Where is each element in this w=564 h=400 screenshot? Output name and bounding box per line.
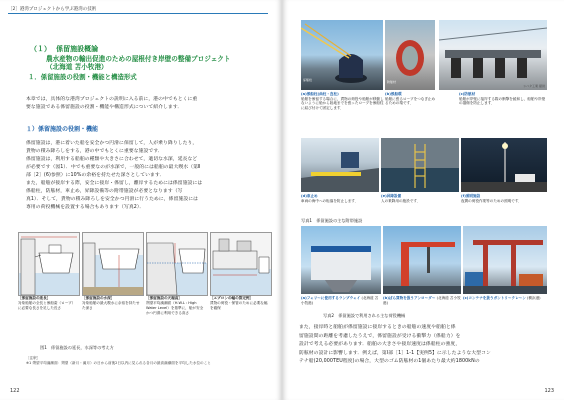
figure1-captions	[18, 296, 273, 346]
running-header: ［2］港湾プロジェクトから学ぶ港湾の技術	[8, 6, 268, 14]
body-line: 専用の荷役機械を設置する場合もあります（写真2）．	[26, 205, 145, 210]
body-line: 設計で考える必要があります．船舶の大きさや接岸速度は係船柱の強度，	[299, 342, 461, 347]
diagram-caption: ［係留施設の延長］ 対象船舶の全長と係船索（ロープ）に必要な長さを足した長さ	[18, 296, 76, 310]
section-title	[30, 36, 270, 71]
photo-credit: シバタ工業 提供	[523, 84, 545, 88]
title-subtitle: 農水産物の輸出促進のための屋根付き岸壁の整備プロジェクト	[46, 55, 231, 63]
diagram-caption: ［係留施設の水深］ 対象船舶の最大喫水に余裕を持たせた深さ	[82, 296, 140, 310]
left-page	[0, 0, 281, 400]
body-line: 真1）．そして，貨物の積み降ろしを安全かつ円滑に行うために，係留施設には	[26, 197, 199, 202]
body-line: 係船柱，防舷材，車止め，昇降設備等の附帯施設が必要となります（写	[26, 189, 183, 194]
role-paragraph	[26, 140, 274, 212]
photo-gantry-crane	[463, 226, 547, 294]
photo-caption: (a)フェリーに使用するランプウェイ (北海道 苫小牧港)	[301, 296, 379, 305]
photo-caption: (c)コンテナを扱うガントリークレーン (横浜港)	[463, 296, 541, 300]
body-line: 部［2］(6)参照）に10%の余裕を持たせた深さとしています．	[26, 173, 165, 178]
body-line: 留施設間の距離を考慮したうえで，係留施設が受ける衝撃力（係船力）を	[299, 333, 461, 339]
note-text: ※1 朔望平均満潮面：朔望（新月・満月）の日から前後2日以内に見られる各月の最高満潮面を平均した水位のこと	[26, 361, 211, 365]
page-number-left: 122	[10, 388, 20, 394]
diagram-depth	[82, 232, 144, 296]
photo-fender	[439, 20, 547, 90]
title-location: （北海道 苫小牧港）	[46, 63, 108, 71]
right-page	[283, 0, 564, 400]
body-line: 係留施設は，港に着いた船を安全かつ円滑に保留して，人が乗り降りしたり，	[26, 141, 198, 146]
body-line: 貨物の積み降ろしをする，港の中でもとくに重要な施設です．	[26, 149, 163, 154]
figure1-caption: 図1 係留施設の延長，水深等の考え方	[40, 345, 114, 350]
body-line: また，接岸時と船舶が係留施設に接岸するときの船舶の速度や船舶と係	[299, 325, 456, 330]
photo-ramp-way	[301, 226, 381, 294]
diagram-caption: ［係留施設の天端高］ 朔望平均満潮面（H.W.L : High Water Level）を基準に，船が安全かつ円滑に利用できる高さ	[146, 296, 204, 315]
diagram-crown-height	[146, 232, 208, 296]
berthing-paragraph	[299, 324, 549, 367]
intro-line: 本章では，具体的な港湾プロジェクトの説明に入る前に，港の中でもとくに重	[26, 97, 198, 102]
section-heading: １．係留施設の役割・機能と構造形式	[28, 73, 137, 81]
subsection-heading: １）係留施設の役割・機能	[26, 126, 99, 133]
photo-label: 防舷材	[387, 80, 397, 84]
body-line: テナ船(20,000TEU程度)の場合，大型のゴム防舷材の1個あたり最大約1800kNの	[299, 359, 480, 364]
photo-curb-stop	[301, 138, 379, 192]
photo-label: 係船柱	[303, 78, 313, 82]
photo-lighting	[461, 138, 547, 192]
title-number: （１）	[30, 45, 51, 53]
body-line: が必要です（図1）．中でも重要なのが水深で，一般的には船舶の最大喫水（第Ⅱ	[26, 165, 201, 170]
intro-paragraph	[26, 96, 274, 112]
photo1-caption: 写真1 係留施設の主な附帯施設	[301, 218, 363, 223]
photo-caption: (d)車止め 車両の海中への転落を防止します．	[301, 194, 359, 203]
title-name: 係留施設概論	[56, 45, 99, 53]
photo-unloader	[383, 226, 461, 294]
photo-caption: (a)係船柱(曲柱・直柱) 船舶を係留する場合に，貨物の荷役や船舶が移動しないように船から陸地までを張ったロープを係船柱に結び付けて固定します．	[301, 92, 384, 110]
body-line: 係留施設は，利用する船舶の種類や大きさに合わせて，適切な水深，延長など	[26, 157, 198, 162]
figure1-diagrams	[18, 232, 273, 296]
page-number-right: 123	[544, 388, 554, 394]
photo-caption: (b)ばら貨物を扱うアンローダー (北海道 苫小牧港)	[383, 296, 461, 305]
note-heading: ［注釈］	[26, 356, 41, 360]
notes	[26, 356, 266, 366]
photo-mooring-ring	[385, 20, 435, 90]
photo-caption: (f)照明施設 夜間の荷役作業等のための照明です．	[461, 194, 522, 203]
photo-ladder	[381, 138, 459, 192]
photo-caption: (c)防舷材 船舶が岸壁に接岸する際の衝撃を緩和し，船舶や岸壁の損傷を防止します．	[459, 92, 546, 106]
intro-line: 要な施設である係留施設の役割・機能や構造形式について紹介します．	[26, 105, 183, 110]
photo-caption: (e)昇降設備 人の乗降用の施設です．	[381, 194, 421, 203]
photo2-caption: 写真2 係留施設で利用される主な荷役機械	[323, 313, 406, 318]
body-line: また，船舶が接岸する際，安全に接岸・係留し，離岸するためには係留施設には	[26, 181, 203, 186]
diagram-caption: ［エプロンの幅の算定例］ 貨物の荷役・保管のために必要な幅を確保	[210, 296, 268, 310]
diagram-apron-width	[210, 232, 272, 296]
photo-bollard	[301, 20, 383, 90]
diagram-length	[18, 232, 80, 296]
photo-caption: (b)係船環 船舶に張るロープをつなぎ止めるための環です．	[385, 92, 436, 106]
body-line: 防舷材の設計に影響します．例えば，第Ⅰ部［1］1-1【実例5】に示したような大型コン	[299, 350, 491, 356]
